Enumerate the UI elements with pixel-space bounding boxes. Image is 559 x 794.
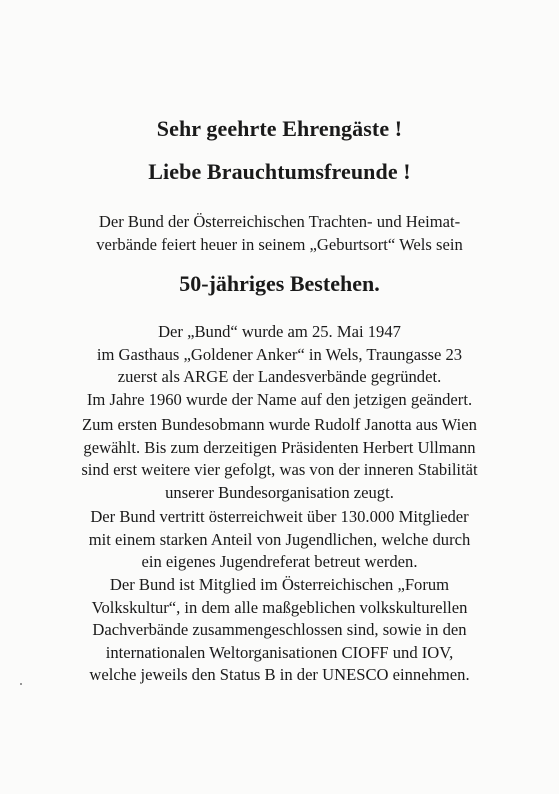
leadership-line-2: gewählt. Bis zum derzeitigen Präsidenten Herbert Ullmann (83, 437, 476, 457)
leadership-line-3: sind erst weitere vier gefolgt, was von der inneren Stabilität (81, 460, 478, 479)
intro-line-2: verbände feiert heuer in seinem „Geburtsort“ Wels sein (96, 234, 463, 254)
leadership-line-1: Zum ersten Bundesobmann wurde Rudolf Janotta aus Wien (82, 415, 477, 434)
history-line-4: Im Jahre 1960 wurde der Name auf den jetzigen geändert. (86, 389, 473, 409)
affiliation-line-1: Der Bund ist Mitglied im Österreichischen „Forum (109, 575, 450, 594)
anniversary-heading: 50-jähriges Bestehen. (179, 271, 380, 296)
history-paragraph (0, 321, 559, 411)
history-line-2: im Gasthaus „Goldener Anker“ in Wels, Traungasse 23 (96, 344, 463, 364)
greeting-heading-1: Sehr geehrte Ehrengäste ! (156, 116, 403, 141)
history-line-1: Der „Bund“ wurde am 25. Mai 1947 (158, 322, 401, 341)
membership-paragraph (0, 506, 559, 574)
greeting-heading-2: Liebe Brauchtumsfreunde ! (148, 159, 411, 184)
leadership-line-4: unserer Bundesorganisation zeugt. (165, 482, 394, 502)
intro-paragraph (0, 211, 559, 256)
affiliation-line-5: welche jeweils den Status B in der UNESCO einnehmen. (89, 665, 470, 684)
membership-line-1: Der Bund vertritt österreichweit über 130.000 Mitglieder (90, 507, 469, 526)
affiliation-line-4: internationalen Weltorganisationen CIOFF und IOV, (105, 642, 454, 662)
scan-speck (20, 683, 22, 685)
affiliation-line-2: Volkskultur“, in dem alle maßgeblichen volkskulturellen (91, 597, 468, 617)
membership-line-2: mit einem starken Anteil von Jugendlichen, welche durch (88, 529, 471, 549)
membership-line-3: ein eigenes Jugendreferat betreut werden. (141, 552, 418, 571)
affiliation-line-3: Dachverbände zusammengeschlossen sind, sowie in den (92, 620, 467, 639)
leadership-paragraph (0, 414, 559, 504)
affiliation-paragraph (0, 574, 559, 687)
intro-line-1: Der Bund der Österreichischen Trachten- und Heimat- (98, 212, 461, 231)
history-line-3: zuerst als ARGE der Landesverbände gegründet. (117, 367, 442, 386)
